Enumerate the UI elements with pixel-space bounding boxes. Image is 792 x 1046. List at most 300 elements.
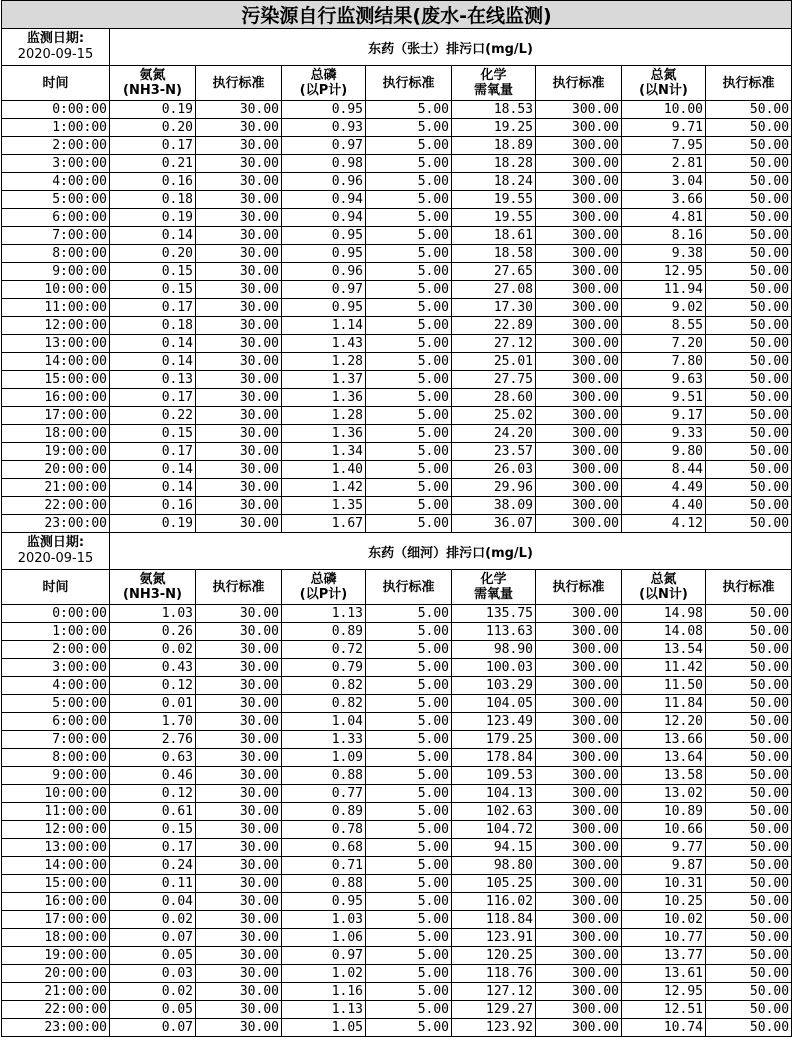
time-cell: 5:00:00 [2, 695, 110, 713]
value-cell: 50.00 [706, 677, 792, 695]
column-header-line: 执行标准 [722, 579, 775, 595]
value-cell: 10.66 [622, 821, 706, 839]
value-cell: 2.81 [622, 155, 706, 173]
column-header-line: 需氧量 [473, 587, 513, 602]
value-cell: 50.00 [706, 371, 792, 389]
value-cell: 0.63 [110, 749, 196, 767]
value-cell: 0.15 [110, 821, 196, 839]
table-row [2, 461, 792, 479]
value-cell: 102.63 [452, 803, 536, 821]
column-header-row [2, 66, 792, 101]
value-cell: 179.25 [452, 731, 536, 749]
value-cell: 5.00 [366, 389, 452, 407]
column-header [452, 66, 536, 101]
column-header [706, 570, 792, 605]
value-cell: 4.81 [622, 209, 706, 227]
value-cell: 98.80 [452, 857, 536, 875]
time-cell: 17:00:00 [2, 911, 110, 929]
value-cell: 0.12 [110, 677, 196, 695]
value-cell: 50.00 [706, 713, 792, 731]
time-cell: 3:00:00 [2, 155, 110, 173]
time-cell: 16:00:00 [2, 389, 110, 407]
value-cell: 50.00 [706, 281, 792, 299]
value-cell: 4.49 [622, 479, 706, 497]
value-cell: 0.19 [110, 101, 196, 119]
monitoring-date-label: 监测日期: [26, 31, 85, 46]
value-cell: 5.00 [366, 821, 452, 839]
time-cell: 7:00:00 [2, 731, 110, 749]
value-cell: 10.89 [622, 803, 706, 821]
value-cell: 300.00 [536, 713, 622, 731]
value-cell: 94.15 [452, 839, 536, 857]
value-cell: 0.94 [282, 209, 366, 227]
time-cell: 3:00:00 [2, 659, 110, 677]
table-row [2, 263, 792, 281]
value-cell: 5.00 [366, 479, 452, 497]
time-cell: 18:00:00 [2, 425, 110, 443]
value-cell: 1.36 [282, 389, 366, 407]
value-cell: 50.00 [706, 785, 792, 803]
column-header [2, 570, 110, 605]
time-cell: 5:00:00 [2, 191, 110, 209]
value-cell: 0.18 [110, 317, 196, 335]
column-header-line: 时间 [42, 75, 69, 91]
value-cell: 14.08 [622, 623, 706, 641]
table-row [2, 227, 792, 245]
value-cell: 300.00 [536, 623, 622, 641]
column-header-line: (NH3-N) [123, 587, 182, 602]
value-cell: 109.53 [452, 767, 536, 785]
table-row [2, 497, 792, 515]
value-cell: 300.00 [536, 299, 622, 317]
value-cell: 18.28 [452, 155, 536, 173]
time-cell: 6:00:00 [2, 713, 110, 731]
value-cell: 50.00 [706, 137, 792, 155]
column-header-line: 氨氮 [139, 572, 166, 587]
value-cell: 123.92 [452, 1019, 536, 1037]
value-cell: 300.00 [536, 947, 622, 965]
value-cell: 0.15 [110, 281, 196, 299]
value-cell: 25.02 [452, 407, 536, 425]
value-cell: 1.03 [110, 605, 196, 623]
column-header [536, 570, 622, 605]
section-header-row [2, 29, 792, 66]
value-cell: 0.71 [282, 857, 366, 875]
value-cell: 300.00 [536, 155, 622, 173]
value-cell: 1.16 [282, 983, 366, 1001]
value-cell: 30.00 [196, 497, 282, 515]
value-cell: 0.94 [282, 191, 366, 209]
value-cell: 0.14 [110, 227, 196, 245]
value-cell: 5.00 [366, 299, 452, 317]
value-cell: 1.43 [282, 335, 366, 353]
value-cell: 0.17 [110, 299, 196, 317]
value-cell: 300.00 [536, 353, 622, 371]
value-cell: 50.00 [706, 641, 792, 659]
value-cell: 50.00 [706, 443, 792, 461]
time-cell: 14:00:00 [2, 857, 110, 875]
value-cell: 30.00 [196, 749, 282, 767]
value-cell: 300.00 [536, 677, 622, 695]
value-cell: 50.00 [706, 101, 792, 119]
value-cell: 0.15 [110, 263, 196, 281]
value-cell: 104.72 [452, 821, 536, 839]
value-cell: 12.20 [622, 713, 706, 731]
value-cell: 30.00 [196, 767, 282, 785]
value-cell: 0.17 [110, 389, 196, 407]
value-cell: 0.19 [110, 209, 196, 227]
value-cell: 1.03 [282, 911, 366, 929]
table-row [2, 749, 792, 767]
value-cell: 300.00 [536, 857, 622, 875]
value-cell: 300.00 [536, 461, 622, 479]
value-cell: 13.02 [622, 785, 706, 803]
value-cell: 12.95 [622, 983, 706, 1001]
value-cell: 5.00 [366, 371, 452, 389]
value-cell: 5.00 [366, 659, 452, 677]
value-cell: 30.00 [196, 281, 282, 299]
time-cell: 0:00:00 [2, 101, 110, 119]
value-cell: 50.00 [706, 299, 792, 317]
outlet-title: 东药（张士）排污口(mg/L) [110, 29, 792, 66]
value-cell: 28.60 [452, 389, 536, 407]
value-cell: 300.00 [536, 425, 622, 443]
monitoring-date-cell [2, 29, 110, 66]
value-cell: 300.00 [536, 479, 622, 497]
value-cell: 30.00 [196, 479, 282, 497]
value-cell: 104.05 [452, 695, 536, 713]
value-cell: 7.80 [622, 353, 706, 371]
table-row [2, 1019, 792, 1037]
value-cell: 0.17 [110, 839, 196, 857]
value-cell: 300.00 [536, 767, 622, 785]
value-cell: 5.00 [366, 803, 452, 821]
value-cell: 0.02 [110, 641, 196, 659]
value-cell: 5.00 [366, 335, 452, 353]
value-cell: 30.00 [196, 461, 282, 479]
value-cell: 30.00 [196, 911, 282, 929]
value-cell: 12.51 [622, 1001, 706, 1019]
value-cell: 13.66 [622, 731, 706, 749]
time-cell: 21:00:00 [2, 983, 110, 1001]
value-cell: 0.04 [110, 893, 196, 911]
table-row [2, 425, 792, 443]
monitoring-date: 2020-09-15 [17, 551, 94, 566]
table-row [2, 191, 792, 209]
value-cell: 50.00 [706, 767, 792, 785]
time-cell: 9:00:00 [2, 767, 110, 785]
value-cell: 50.00 [706, 623, 792, 641]
value-cell: 0.89 [282, 803, 366, 821]
table-row [2, 335, 792, 353]
value-cell: 11.42 [622, 659, 706, 677]
table-row [2, 515, 792, 533]
value-cell: 13.77 [622, 947, 706, 965]
value-cell: 8.44 [622, 461, 706, 479]
column-header [622, 66, 706, 101]
value-cell: 0.79 [282, 659, 366, 677]
value-cell: 105.25 [452, 875, 536, 893]
value-cell: 0.68 [282, 839, 366, 857]
value-cell: 30.00 [196, 317, 282, 335]
value-cell: 10.77 [622, 929, 706, 947]
value-cell: 300.00 [536, 245, 622, 263]
value-cell: 0.13 [110, 371, 196, 389]
value-cell: 1.36 [282, 425, 366, 443]
time-cell: 1:00:00 [2, 623, 110, 641]
column-header-line: 化学 [480, 68, 507, 83]
value-cell: 50.00 [706, 515, 792, 533]
table-row [2, 893, 792, 911]
value-cell: 30.00 [196, 623, 282, 641]
monitoring-date-label: 监测日期: [26, 535, 85, 550]
value-cell: 0.95 [282, 893, 366, 911]
column-header [536, 66, 622, 101]
value-cell: 0.95 [282, 227, 366, 245]
value-cell: 300.00 [536, 731, 622, 749]
table-row [2, 1001, 792, 1019]
value-cell: 0.07 [110, 929, 196, 947]
value-cell: 300.00 [536, 983, 622, 1001]
value-cell: 10.00 [622, 101, 706, 119]
value-cell: 0.16 [110, 497, 196, 515]
column-header [196, 570, 282, 605]
table-row [2, 839, 792, 857]
time-cell: 0:00:00 [2, 605, 110, 623]
value-cell: 0.17 [110, 443, 196, 461]
section-header-row [2, 533, 792, 570]
value-cell: 30.00 [196, 407, 282, 425]
value-cell: 30.00 [196, 1001, 282, 1019]
column-header-line: 执行标准 [382, 579, 435, 595]
time-cell: 21:00:00 [2, 479, 110, 497]
time-cell: 23:00:00 [2, 1019, 110, 1037]
value-cell: 0.43 [110, 659, 196, 677]
column-header [366, 66, 452, 101]
column-header-line: 执行标准 [212, 75, 265, 91]
value-cell: 118.76 [452, 965, 536, 983]
value-cell: 10.25 [622, 893, 706, 911]
table-row [2, 479, 792, 497]
value-cell: 30.00 [196, 209, 282, 227]
value-cell: 5.00 [366, 353, 452, 371]
value-cell: 30.00 [196, 659, 282, 677]
column-header-line: 执行标准 [552, 579, 605, 595]
value-cell: 300.00 [536, 497, 622, 515]
value-cell: 19.55 [452, 191, 536, 209]
table-row [2, 731, 792, 749]
value-cell: 30.00 [196, 641, 282, 659]
table-row [2, 659, 792, 677]
time-cell: 15:00:00 [2, 875, 110, 893]
value-cell: 127.12 [452, 983, 536, 1001]
value-cell: 0.89 [282, 623, 366, 641]
value-cell: 300.00 [536, 263, 622, 281]
value-cell: 30.00 [196, 299, 282, 317]
value-cell: 50.00 [706, 227, 792, 245]
table-row [2, 713, 792, 731]
value-cell: 0.17 [110, 137, 196, 155]
value-cell: 300.00 [536, 929, 622, 947]
value-cell: 3.04 [622, 173, 706, 191]
value-cell: 50.00 [706, 407, 792, 425]
value-cell: 50.00 [706, 695, 792, 713]
value-cell: 30.00 [196, 335, 282, 353]
table-row [2, 281, 792, 299]
value-cell: 30.00 [196, 263, 282, 281]
time-cell: 7:00:00 [2, 227, 110, 245]
value-cell: 5.00 [366, 947, 452, 965]
table-row [2, 947, 792, 965]
value-cell: 30.00 [196, 965, 282, 983]
value-cell: 18.58 [452, 245, 536, 263]
value-cell: 30.00 [196, 605, 282, 623]
value-cell: 0.14 [110, 353, 196, 371]
value-cell: 300.00 [536, 1019, 622, 1037]
value-cell: 9.17 [622, 407, 706, 425]
value-cell: 5.00 [366, 713, 452, 731]
value-cell: 1.13 [282, 605, 366, 623]
table-row [2, 623, 792, 641]
value-cell: 0.88 [282, 767, 366, 785]
column-header-line: (以N计) [639, 587, 688, 602]
value-cell: 300.00 [536, 893, 622, 911]
value-cell: 0.12 [110, 785, 196, 803]
value-cell: 300.00 [536, 191, 622, 209]
value-cell: 0.15 [110, 425, 196, 443]
value-cell: 300.00 [536, 137, 622, 155]
value-cell: 2.76 [110, 731, 196, 749]
value-cell: 0.07 [110, 1019, 196, 1037]
value-cell: 50.00 [706, 461, 792, 479]
value-cell: 4.40 [622, 497, 706, 515]
value-cell: 30.00 [196, 821, 282, 839]
value-cell: 0.95 [282, 299, 366, 317]
value-cell: 0.82 [282, 695, 366, 713]
value-cell: 1.70 [110, 713, 196, 731]
value-cell: 50.00 [706, 263, 792, 281]
value-cell: 300.00 [536, 227, 622, 245]
value-cell: 0.82 [282, 677, 366, 695]
value-cell: 123.91 [452, 929, 536, 947]
value-cell: 50.00 [706, 947, 792, 965]
column-header-line: 执行标准 [212, 579, 265, 595]
value-cell: 1.28 [282, 407, 366, 425]
value-cell: 5.00 [366, 497, 452, 515]
value-cell: 0.93 [282, 119, 366, 137]
value-cell: 18.24 [452, 173, 536, 191]
table-row [2, 929, 792, 947]
time-cell: 20:00:00 [2, 965, 110, 983]
value-cell: 27.12 [452, 335, 536, 353]
value-cell: 5.00 [366, 227, 452, 245]
value-cell: 30.00 [196, 227, 282, 245]
value-cell: 0.97 [282, 137, 366, 155]
time-cell: 2:00:00 [2, 137, 110, 155]
value-cell: 300.00 [536, 605, 622, 623]
table-row [2, 299, 792, 317]
value-cell: 300.00 [536, 317, 622, 335]
table-row [2, 767, 792, 785]
value-cell: 50.00 [706, 1001, 792, 1019]
table-row [2, 875, 792, 893]
value-cell: 123.49 [452, 713, 536, 731]
value-cell: 0.96 [282, 173, 366, 191]
value-cell: 0.14 [110, 335, 196, 353]
column-header [110, 570, 196, 605]
value-cell: 5.00 [366, 515, 452, 533]
value-cell: 0.21 [110, 155, 196, 173]
value-cell: 103.29 [452, 677, 536, 695]
value-cell: 9.87 [622, 857, 706, 875]
value-cell: 300.00 [536, 173, 622, 191]
column-header-line: 执行标准 [722, 75, 775, 91]
value-cell: 5.00 [366, 263, 452, 281]
value-cell: 30.00 [196, 695, 282, 713]
value-cell: 38.09 [452, 497, 536, 515]
value-cell: 1.13 [282, 1001, 366, 1019]
table-row [2, 407, 792, 425]
value-cell: 0.02 [110, 911, 196, 929]
table-row [2, 695, 792, 713]
value-cell: 50.00 [706, 749, 792, 767]
value-cell: 50.00 [706, 353, 792, 371]
value-cell: 50.00 [706, 875, 792, 893]
value-cell: 300.00 [536, 965, 622, 983]
value-cell: 300.00 [536, 101, 622, 119]
time-cell: 8:00:00 [2, 749, 110, 767]
table-row [2, 983, 792, 1001]
value-cell: 300.00 [536, 389, 622, 407]
value-cell: 30.00 [196, 389, 282, 407]
value-cell: 3.66 [622, 191, 706, 209]
value-cell: 50.00 [706, 209, 792, 227]
value-cell: 0.03 [110, 965, 196, 983]
value-cell: 0.88 [282, 875, 366, 893]
value-cell: 300.00 [536, 839, 622, 857]
column-header-line: 执行标准 [552, 75, 605, 91]
column-header-line: 总磷 [310, 572, 337, 587]
value-cell: 50.00 [706, 191, 792, 209]
time-cell: 4:00:00 [2, 677, 110, 695]
time-cell: 15:00:00 [2, 371, 110, 389]
table-row [2, 605, 792, 623]
table-row [2, 911, 792, 929]
value-cell: 30.00 [196, 857, 282, 875]
value-cell: 30.00 [196, 1019, 282, 1037]
time-cell: 19:00:00 [2, 443, 110, 461]
table-row [2, 371, 792, 389]
value-cell: 178.84 [452, 749, 536, 767]
value-cell: 50.00 [706, 335, 792, 353]
value-cell: 1.02 [282, 965, 366, 983]
value-cell: 5.00 [366, 317, 452, 335]
value-cell: 1.37 [282, 371, 366, 389]
value-cell: 50.00 [706, 731, 792, 749]
time-cell: 2:00:00 [2, 641, 110, 659]
table-row [2, 245, 792, 263]
value-cell: 19.25 [452, 119, 536, 137]
value-cell: 0.26 [110, 623, 196, 641]
value-cell: 0.98 [282, 155, 366, 173]
value-cell: 24.20 [452, 425, 536, 443]
value-cell: 300.00 [536, 749, 622, 767]
value-cell: 5.00 [366, 101, 452, 119]
column-header [366, 570, 452, 605]
value-cell: 29.96 [452, 479, 536, 497]
value-cell: 5.00 [366, 245, 452, 263]
value-cell: 116.02 [452, 893, 536, 911]
